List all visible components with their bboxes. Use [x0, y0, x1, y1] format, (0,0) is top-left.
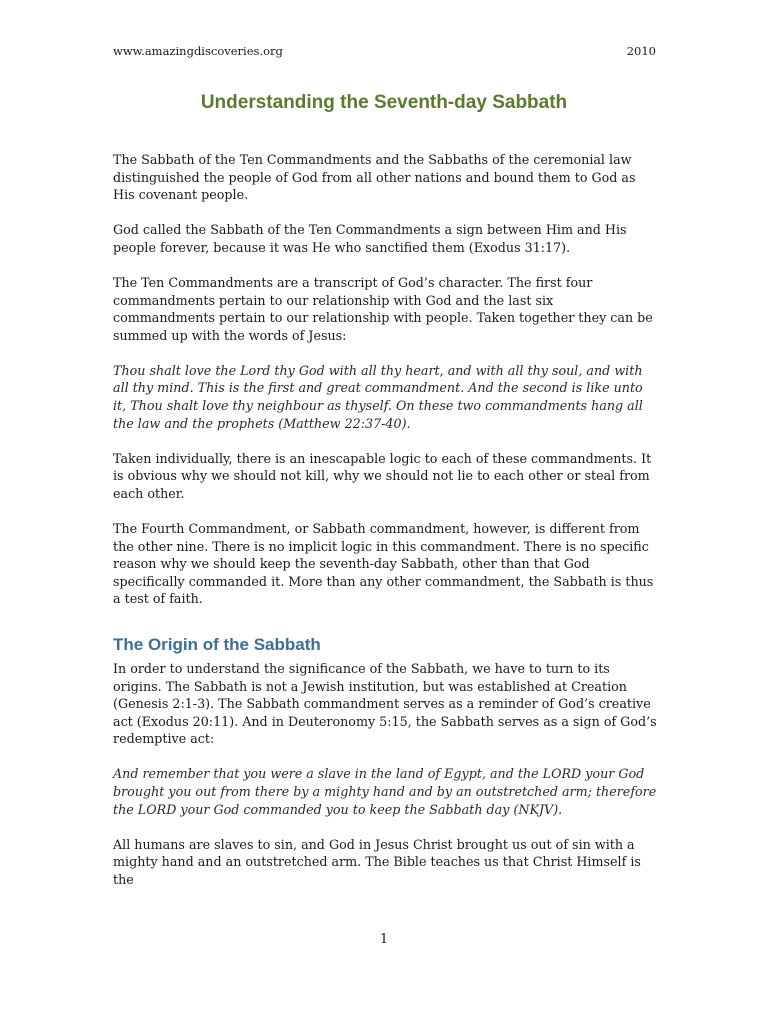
- header-url: www.amazingdiscoveries.org: [113, 44, 283, 58]
- paragraph-transcript: The Ten Commandments are a transcript of God’s character. The first four commandments pertain to our relationship with God and the last six commandments pertain to our relationship with people. Taken together they can be summed up with the words of Jesus:: [113, 274, 653, 343]
- page-header: [113, 44, 656, 58]
- paragraph-sign: God called the Sabbath of the Ten Commandments a sign between Him and His people forever, because it was He who sanctified them (Exodus 31:17).: [113, 222, 627, 255]
- quote-matthew: Thou shalt love the Lord thy God with all thy heart, and with all thy soul, and with all thy mind. This is the first and great commandment. And the second is like unto it, Thou shalt love thy neighbour as thyself. On these two commandments hang all the law and the prophets (Matthew 22:37-40).: [113, 362, 643, 431]
- page-number: 1: [379, 932, 389, 947]
- quote-deuteronomy: And remember that you were a slave in the land of Egypt, and the LORD your God brought you out from there by a mighty hand and by an outstretched arm; therefore the LORD your God commanded you to keep the Sabbath day (NKJV).: [113, 766, 657, 817]
- section-heading-origin: The Origin of the Sabbath: [113, 634, 321, 654]
- paragraph-covenant: The Sabbath of the Ten Commandments and the Sabbaths of the ceremonial law distinguished the people of God from all other nations and bound them to God as His covenant people.: [113, 152, 636, 203]
- header-year: 2010: [626, 44, 656, 58]
- paragraph-fourth-commandment: The Fourth Commandment, or Sabbath commandment, however, is different from the other nine. There is no implicit logic in this commandment. There is no specific reason why we should keep the seventh-day Sabbath, other than that God specifically commanded it. More than any other commandment, the Sabbath is thus a test of faith.: [113, 521, 654, 607]
- document-title: Understanding the Seventh-day Sabbath: [200, 92, 568, 113]
- paragraph-origins: In order to understand the significance of the Sabbath, we have to turn to its origins. The Sabbath is not a Jewish institution, but was established at Creation (Genesis 2:1-3). The Sabbath commandment serves as a reminder of God’s creative act (Exodus 20:11). And in Deuteronomy 5:15, the Sabbath serves as a sign of God’s redemptive act:: [113, 660, 657, 747]
- paragraph-logic: Taken individually, there is an inescapable logic to each of these commandments. It is obvious why we should not kill, why we should not lie to each other or steal from each other.: [113, 450, 652, 501]
- document-body: [113, 151, 658, 906]
- paragraph-slaves-to-sin: All humans are slaves to sin, and God in Jesus Christ brought us out of sin with a mighty hand and an outstretched arm. The Bible teaches us that Christ Himself is the: [113, 836, 641, 887]
